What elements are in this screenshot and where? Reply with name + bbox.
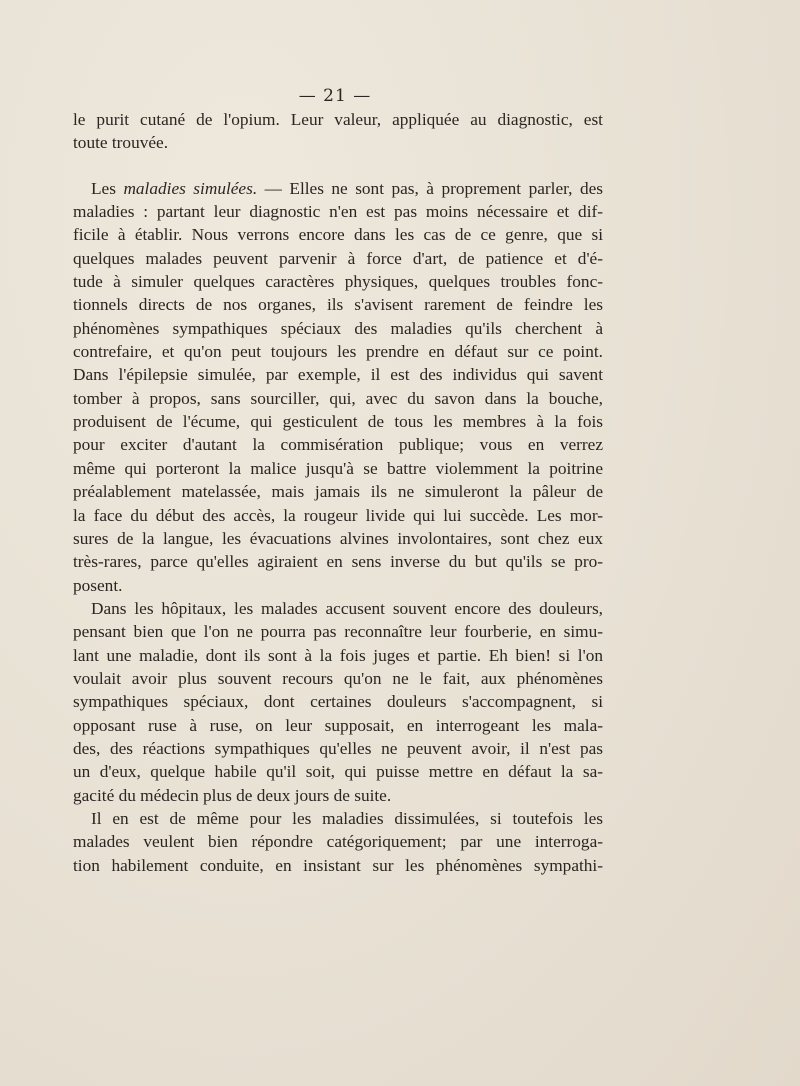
text-line: Dans les hôpitaux, les malades accusent souvent encore des douleurs,	[91, 598, 603, 618]
text-line: contrefaire, et qu'on peut toujours les prendre en défaut sur ce point.	[73, 342, 603, 362]
text-line: tude à simuler quelques caractères physiques, quelques troubles fonc-	[73, 272, 603, 292]
lead-rest: — Elles ne sont pas, à proprement parler, des	[257, 178, 603, 198]
text-line: tomber à propos, sans sourciller, qui, avec du savon dans la bouche,	[73, 388, 603, 408]
text-line: sympathiques spéciaux, dont certaines douleurs s'accompagnent, si	[73, 692, 603, 712]
text-line: voulait avoir plus souvent recours qu'on ne le fait, aux phénomènes	[73, 668, 603, 688]
text-line: lant une maladie, dont ils sont à la fois juges et partie. Eh bien! si l'on	[73, 645, 603, 665]
text-line: sures de la langue, les évacuations alvines involontaires, sont chez eux	[73, 528, 603, 548]
text-line: gacité du médecin plus de deux jours de suite.	[73, 785, 392, 805]
section-lead-line	[73, 177, 603, 200]
text-line: des, des réactions sympathiques qu'elles ne peuvent avoir, il n'est pas	[73, 738, 603, 758]
text-line: phénomènes sympathiques spéciaux des maladies qu'ils cherchent à	[73, 318, 603, 338]
text-line: produisent de l'écume, qui gesticulent de tous les membres à la fois	[73, 412, 603, 432]
text-line: un d'eux, quelque habile qu'il soit, qui puisse mettre en défaut la sa-	[73, 762, 603, 782]
text-line: ficile à établir. Nous verrons encore dans les cas de ce genre, que si	[73, 225, 603, 245]
text-line: posent.	[73, 575, 123, 595]
text-line: maladies : partant leur diagnostic n'en est pas moins nécessaire et dif-	[73, 202, 603, 222]
text-line: Dans l'épilepsie simulée, par exemple, il est des individus qui savent	[73, 365, 603, 385]
text-line: Il en est de même pour les maladies dissimulées, si toutefois les	[91, 808, 603, 828]
text-line: la face du début des accès, la rougeur livide qui lui succède. Les mor-	[73, 505, 603, 525]
text-line: malades veulent bien répondre catégoriquement; par une interroga-	[73, 832, 603, 852]
text-line: quelques malades peuvent parvenir à force d'art, de patience et d'é-	[73, 248, 603, 268]
text-line: même qui porteront la malice jusqu'à se battre violemment la poitrine	[73, 458, 603, 478]
lead-plain: Les	[91, 178, 124, 198]
page-number: — 21 —	[298, 86, 372, 106]
text-line: très-rares, parce qu'elles agiraient en sens inverse du but qu'ils se pro-	[73, 552, 603, 572]
text-line: tionnels directs de nos organes, ils s'avisent rarement de feindre les	[73, 295, 603, 315]
text-line: tion habilement conduite, en insistant sur les phénomènes sympathi-	[73, 855, 603, 875]
body-text	[73, 108, 603, 877]
text-line: toute trouvée.	[73, 133, 169, 153]
text-line: opposant ruse à ruse, on leur supposait, en interrogeant les mala-	[73, 715, 603, 735]
text-line: pour exciter d'autant la commisération publique; vous en verrez	[73, 435, 603, 455]
section-title: maladies simulées.	[123, 178, 258, 198]
text-line: le purit cutané de l'opium. Leur valeur, appliquée au diagnostic, est	[73, 110, 603, 129]
text-line: préalablement matelassée, mais jamais ils ne simuleront la pâleur de	[73, 482, 603, 502]
text-line: pensant bien que l'on ne pourra pas reconnaître leur fourberie, en simu-	[73, 622, 603, 642]
